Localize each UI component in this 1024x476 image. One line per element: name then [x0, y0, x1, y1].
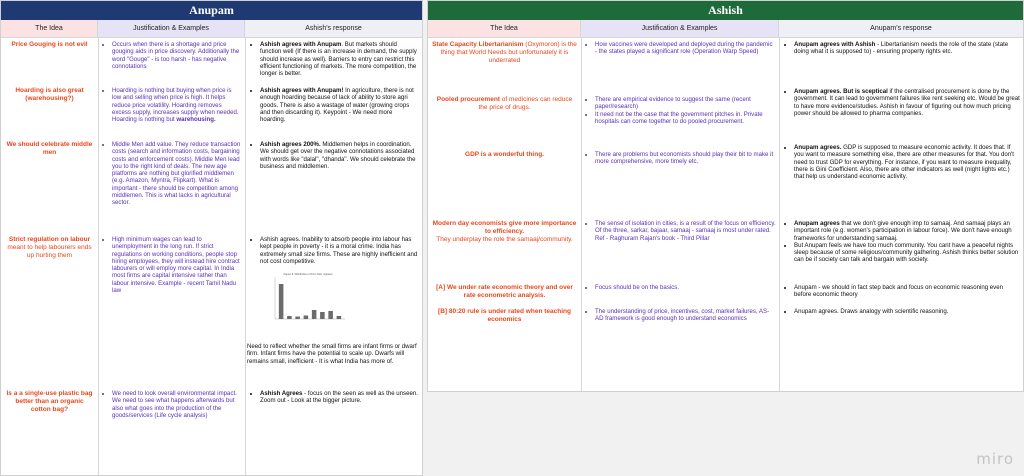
- column-header-idea: The Idea: [1, 20, 98, 38]
- idea-cell: Price Gouging is not evil: [11, 41, 88, 48]
- board-title: Ashish: [428, 1, 1023, 20]
- justification-cell: • How vaccines were developed and deployed during the pandemic - the states played a significant role (Operation Warp Speed): [586, 41, 776, 56]
- chart-bar: [304, 316, 309, 320]
- ashish-board[interactable]: [427, 0, 1024, 392]
- column-divider: [779, 38, 780, 391]
- chart-bar: [337, 316, 342, 319]
- column-header-idea: The Idea: [428, 20, 581, 38]
- response-cell: • Anupam agrees. But is sceptical if the centralised procurement is done by the government. It can lead to government failures like rent seeking etc. Would be great to have more evidence/studies. Ashish in favour of figuring out how much pricing power should be allowed to pharma companies.: [785, 88, 1021, 117]
- idea-cell: [5, 236, 94, 260]
- response-cell: • Anupam agrees. GDP is supposed to measure economic activity. It does that. If you want to measure something else, there are other measures for that. You don't need to trust GDP for everything. For instance, if you want to measure inequality, there is Gini Coefficient. Also, there are other indicators as well (night lights etc.) that help us understand economic activity.: [785, 144, 1021, 180]
- column-header-response: Anupam's response: [779, 20, 1023, 38]
- justification-cell: • Focus should be on the basics.: [586, 284, 776, 291]
- idea-title: Pooled procurement: [436, 96, 500, 103]
- column-header-response: Ashish's response: [245, 20, 422, 38]
- idea-cell: [432, 151, 577, 159]
- column-divider: [98, 38, 99, 475]
- response-cell: • Anupam - we should in fact step back and focus on economic reasoning even before economic theory: [785, 284, 1021, 299]
- column-divider: [581, 38, 582, 391]
- idea-cell: [432, 220, 577, 244]
- idea-subtitle: meant to help labourers ends up hurting them: [7, 244, 92, 259]
- justification-cell: • Occurs when there is a shortage and price gouging aids in price discovery. Additionally the word "Gouge" - is too harsh - has negative connotations: [103, 41, 241, 70]
- justification-cell: • Hoarding is nothing but buying when price is low and selling when price is high. It helps reduce price volatility. Hoarding removes excess supply, increases supply when needed. Hoarding is nothing but warehousing.: [103, 87, 241, 123]
- anupam-board[interactable]: [0, 0, 423, 476]
- idea-subtitle: (Oxymoron) is the thing that World Needs but unfortunately it is underrated: [440, 41, 577, 64]
- idea-title: [A] We under rate economic theory and over rate econometric analysis.: [436, 284, 573, 299]
- justification-cell: • There are empirical evidence to suggest the same (recent paper/research) • It need not be the case that the government pitches in. Private hospitals can come together to do pooled procurement.: [586, 96, 776, 125]
- response-cell: • Anupam agrees with Ashish - Libertarianism needs the role of the state (state doing what it is supposed to) - ensuring property rights etc.: [785, 41, 1021, 56]
- idea-cell: [432, 41, 577, 65]
- idea-title: Strict regulation on labour: [8, 236, 91, 243]
- column-header-justification: Justification & Examples: [581, 20, 779, 38]
- chart-bar: [312, 310, 317, 319]
- response-cell: • Ashish agrees with Anupam! In agriculture, there is not enough hoarding because of lack of ability to store agri goods. There is also a wastage of water (growing crops and then discarding it). Keypoint - We need more hoarding.: [251, 87, 419, 123]
- idea-subtitle: They underplay the role the samaaj/community.: [436, 236, 573, 243]
- miro-watermark: miro: [976, 450, 1014, 468]
- firm-size-bar-chart: [267, 271, 349, 333]
- idea-cell: [432, 308, 577, 324]
- chart-title: Figure 6: Distribution of Firm Size, Apparel: [283, 273, 333, 276]
- column-header-justification: Justification & Examples: [98, 20, 245, 38]
- idea-title: State Capacity Libertarianism: [432, 41, 524, 48]
- idea-title: [B] 80:20 rule is under rated when teaching economics: [438, 308, 571, 323]
- chart-bar: [279, 284, 284, 319]
- chart-bar: [287, 316, 292, 319]
- idea-cell: Is a a single-use plastic bag better than an organic cotton bag?: [6, 390, 93, 413]
- idea-subtitle: of medicines can reduce the price of drugs.: [478, 96, 573, 111]
- justification-cell: • There are problems but economists should play their bit to make it more comprehensive, more timely etc.: [586, 151, 776, 166]
- justification-cell: • The understanding of price, incentives, cost, market failures, AS-AD framework is good enough to understand economics: [586, 308, 776, 323]
- idea-cell: Hoarding is also great (warehousing?): [15, 87, 84, 102]
- idea-title: GDP is a wonderful thing.: [465, 151, 544, 158]
- justification-cell: • Middle Men add value. They reduce transaction costs (search and information costs, bargaining costs and enforcement costs). Middle Men lead you to the right kind of deals. The new age platforms are nothing but glorified middlemen (e.g. Amazon, Myntra, Flipkart). What is important - there should be competition among middlemen. This is what lacks in agricultural sector.: [103, 141, 241, 207]
- justification-cell: • High minimum wages can lead to unemployment in the long run. If strict regulations on working conditions, people stop hiring employees, they will instead hire contract labourers or will employ more capital. In India most firms are capital intensive rather than labour intensive. Example - recent Tamil Nadu law: [103, 236, 241, 294]
- column-divider: [245, 38, 246, 475]
- response-cell: • Anupam agrees. Draws analogy with scientific reasoning.: [785, 308, 1021, 315]
- idea-title: Modern day economists give more importance to efficiency.: [432, 220, 577, 235]
- idea-cell: [432, 96, 577, 112]
- chart-bar: [295, 317, 300, 320]
- idea-cell: We should celebrate middle men: [6, 141, 93, 156]
- response-cell: • Ashish agrees 200%. Middlemen helps in coordination. We should get over the negative connotations associated with words like "dalal", "dhanda". We should celebrate the business and middlemen.: [251, 141, 419, 170]
- justification-cell: • The sense of isolation in cities, is a result of the focus on efficiency. Of the three, sarkar, bajaar, samaaj - samaaj is most under rated. Ref - Raghuram Rajan's book - Third Pillar: [586, 220, 776, 242]
- board-title: Anupam: [1, 1, 422, 20]
- response-cell: • Anupam agrees that we don't give enough imp to samaaj. And samaaj plays an important role (e.g. women's participation in labour force). We don't have enough frameworks for understanding samaaj. • But Anupam feels we have too much community. You cant have a peaceful nights sleep because of some religious/community gathering. Ashish thinks better solution can be if society can talk and bargain with society.: [785, 220, 1021, 264]
- justification-cell: • We need to look overall environmental impact. We need to see what happens afterwards but also what goes into the production of the goods/services (Life cycle analysis): [103, 390, 241, 419]
- idea-cell: [432, 284, 577, 300]
- chart-bar: [328, 311, 333, 319]
- response-cell: • Ashish agrees. Inability to absorb people into labour has kept people in poverty - it is a moral crime. India has extremely small size firms. These are highly inefficient and not cost competitive.: [251, 236, 419, 265]
- chart-bar: [320, 312, 325, 319]
- response-cell: • Ashish Agrees - focus on the seen as well as the unseen. Zoom out - Look at the bigger picture.: [251, 390, 419, 405]
- response-note: Need to reflect whether the small firms are infant firms or dwarf firm. Infant firms have the potential to scale up. Dwarfs will remains small, inefficient - It is what India has more of.: [247, 343, 417, 365]
- response-cell: • Ashish agrees with Anupam. But markets should function well (If there is an increase in demand, the supply should increase as well). Barriers to entry can restrict this efficient functioning of markets. The more competition, the longer is better.: [251, 41, 419, 77]
